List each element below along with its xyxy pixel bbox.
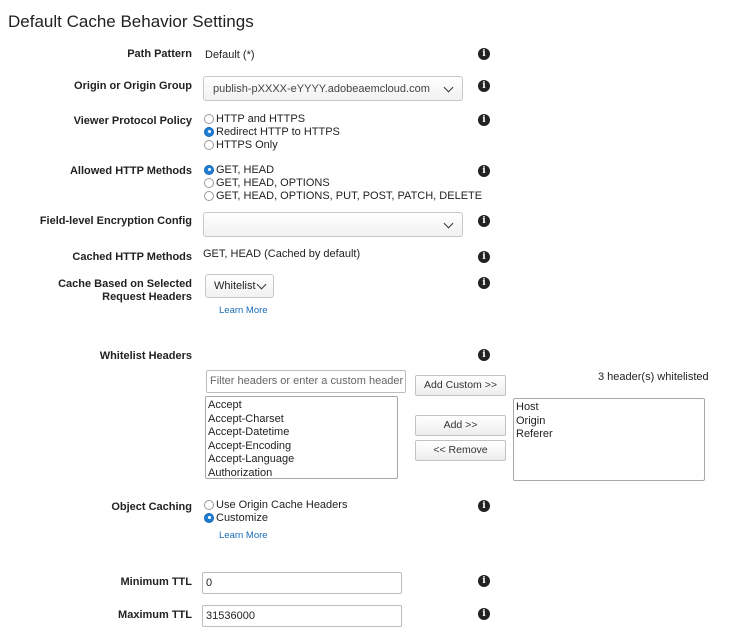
cache-headers-learn-more-link[interactable]: Learn More (219, 305, 268, 316)
info-icon[interactable]: i (478, 349, 490, 361)
cache-headers-label (58, 278, 192, 304)
chevron-down-icon (257, 280, 267, 290)
allowed-methods-label: Allowed HTTP Methods (69, 165, 192, 177)
allowed-methods-option-get-head[interactable] (204, 163, 482, 176)
list-item[interactable]: Referer (516, 428, 553, 440)
remove-button[interactable]: << Remove (415, 440, 506, 461)
radio-button[interactable] (204, 191, 214, 201)
maximum-ttl-input[interactable]: 31536000 (202, 605, 402, 627)
whitelisted-headers-list[interactable] (513, 398, 705, 481)
cache-headers-select[interactable] (205, 274, 274, 298)
origin-select[interactable] (203, 76, 463, 101)
add-button[interactable]: Add >> (415, 415, 506, 436)
radio-button[interactable] (204, 140, 214, 150)
maximum-ttl-label: Maximum TTL (118, 609, 192, 621)
origin-label: Origin or Origin Group (74, 80, 192, 92)
list-item[interactable]: Authorization (208, 466, 273, 479)
radio-label: GET, HEAD (216, 163, 275, 176)
origin-select-value: publish-pXXXX-eYYYY.adobeaemcloud.com (213, 82, 430, 95)
cache-headers-label-line2: Request Headers (102, 291, 192, 303)
list-item[interactable]: Accept-Charset (208, 412, 284, 425)
info-icon[interactable]: i (478, 277, 490, 289)
object-caching-radio-group (204, 498, 347, 524)
radio-button[interactable] (204, 513, 214, 523)
radio-label: Customize (216, 511, 268, 524)
info-icon[interactable]: i (478, 114, 490, 126)
list-item[interactable]: Host (516, 401, 539, 413)
viewer-protocol-radio-group (204, 112, 340, 151)
info-icon[interactable]: i (478, 575, 490, 587)
object-caching-label: Object Caching (111, 501, 192, 513)
path-pattern-label: Path Pattern (127, 48, 192, 60)
radio-button[interactable] (204, 165, 214, 175)
radio-label: Redirect HTTP to HTTPS (216, 125, 340, 138)
chevron-down-icon (444, 82, 454, 92)
cache-headers-label-line1: Cache Based on Selected (58, 278, 192, 290)
minimum-ttl-label: Minimum TTL (120, 576, 192, 588)
add-custom-button[interactable]: Add Custom >> (415, 375, 506, 396)
list-item[interactable]: Origin (516, 414, 546, 427)
cache-headers-select-value: Whitelist (214, 280, 256, 292)
viewer-protocol-option-http-https[interactable] (204, 112, 340, 125)
radio-label: HTTPS Only (216, 138, 278, 151)
info-icon[interactable]: i (478, 80, 490, 92)
page-title: Default Cache Behavior Settings (8, 12, 254, 31)
encryption-config-label: Field-level Encryption Config (39, 215, 192, 227)
info-icon[interactable]: i (478, 251, 490, 263)
radio-label: HTTP and HTTPS (216, 112, 306, 125)
info-icon[interactable]: i (478, 608, 490, 620)
object-caching-option-origin[interactable] (204, 498, 347, 511)
whitelist-headers-label: Whitelist Headers (99, 350, 192, 362)
allowed-methods-radio-group (204, 163, 482, 202)
encryption-config-select[interactable] (203, 212, 463, 237)
object-caching-learn-more-link[interactable]: Learn More (219, 530, 268, 541)
viewer-protocol-option-https-only[interactable] (204, 138, 340, 151)
info-icon[interactable]: i (478, 215, 490, 227)
viewer-protocol-option-redirect[interactable] (204, 125, 340, 138)
object-caching-option-customize[interactable] (204, 511, 347, 524)
list-item[interactable]: Accept (208, 399, 242, 411)
radio-button[interactable] (204, 500, 214, 510)
chevron-down-icon (444, 218, 454, 228)
allowed-methods-option-get-head-options[interactable] (204, 176, 482, 189)
path-pattern-value: Default (*) (205, 49, 255, 61)
allowed-methods-option-all[interactable] (204, 189, 482, 202)
radio-button[interactable] (204, 114, 214, 124)
radio-label: GET, HEAD, OPTIONS, PUT, POST, PATCH, DELETE (216, 189, 483, 202)
filter-headers-input[interactable]: Filter headers or enter a custom header (206, 370, 406, 393)
list-item[interactable]: Accept-Datetime (208, 426, 290, 438)
info-icon[interactable]: i (478, 48, 490, 60)
minimum-ttl-input[interactable]: 0 (202, 572, 402, 594)
radio-button[interactable] (204, 178, 214, 188)
available-headers-list[interactable] (205, 396, 398, 479)
radio-label: GET, HEAD, OPTIONS (216, 176, 330, 189)
info-icon[interactable]: i (478, 165, 490, 177)
list-item[interactable]: Accept-Encoding (208, 439, 292, 452)
whitelisted-count: 3 header(s) whitelisted (598, 371, 709, 383)
info-icon[interactable]: i (478, 500, 490, 512)
cached-methods-label: Cached HTTP Methods (72, 251, 192, 263)
viewer-protocol-label: Viewer Protocol Policy (73, 115, 192, 127)
list-item[interactable]: Accept-Language (208, 453, 295, 465)
cached-methods-value: GET, HEAD (Cached by default) (203, 248, 361, 260)
radio-label: Use Origin Cache Headers (216, 498, 348, 511)
radio-button[interactable] (204, 127, 214, 137)
